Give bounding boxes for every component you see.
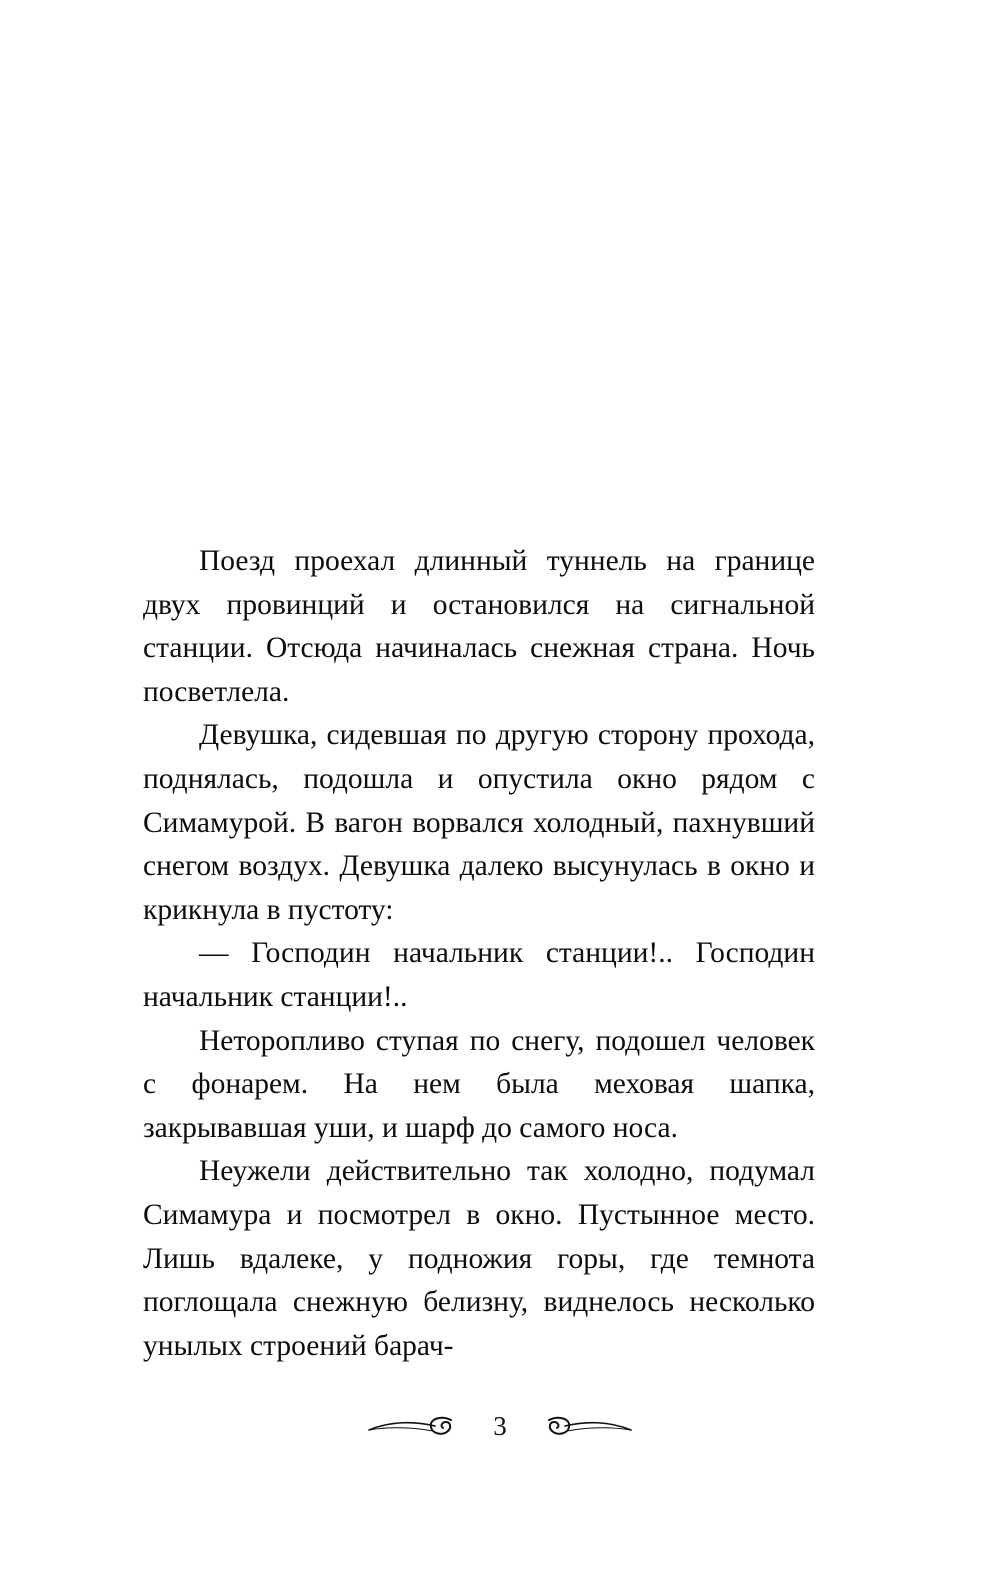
paragraph: Неторопливо ступая по снегу, подошел человек с фонарем. На нем была меховая шапка, закрывавшая уши, и шарф до самого носа. [143, 1024, 815, 1144]
swirl-ornament-right-icon [523, 1409, 633, 1443]
paragraph: Неужели действительно так холодно, подумал Симамура и посмотрел в окно. Пустынное место. Лишь вдалеке, у подножия горы, где темнота поглощала снежную белизну, виднелось несколько унылых строений барач- [143, 1155, 815, 1362]
page-number: 3 [493, 1410, 507, 1441]
page-footer [0, 1396, 1000, 1456]
body-text [143, 540, 815, 1368]
paragraph: Девушка, сидевшая по другую сторону прохода, поднялась, подошла и опустила окно рядом с Симамурой. В вагон ворвался холодный, пахнувший снегом воздух. Девушка далеко высунулась в окно и крикнула в пустоту: [143, 719, 815, 926]
swirl-ornament-left-icon [367, 1409, 477, 1443]
paragraph: Поезд проехал длинный туннель на границе двух провинций и остановился на сигнальной станции. Отсюда начиналась снежная страна. Ночь посветлела. [143, 545, 815, 708]
paragraph: — Господин начальник станции!.. Господин начальник станции!.. [143, 937, 815, 1013]
